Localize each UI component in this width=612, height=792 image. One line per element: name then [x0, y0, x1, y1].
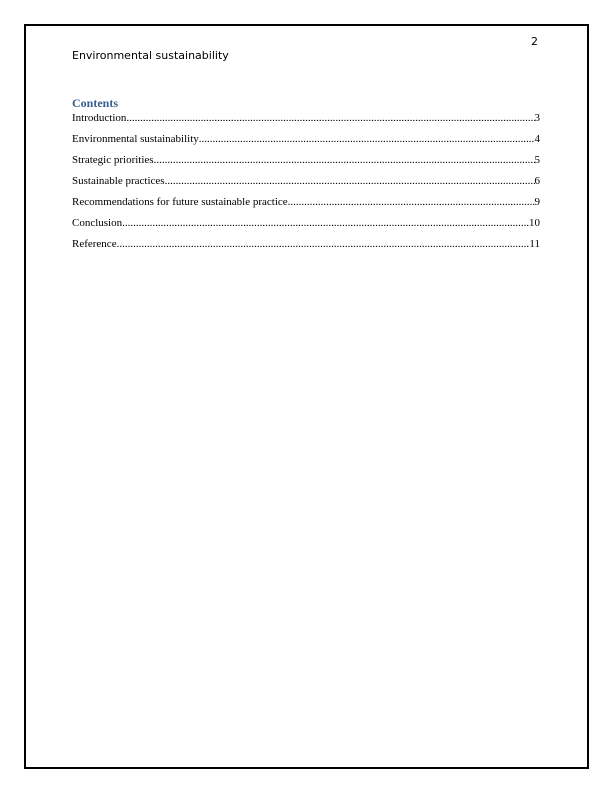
- toc-entry-title: Sustainable practices: [72, 175, 165, 187]
- page-number: 2: [531, 35, 538, 48]
- dot-leader: [126, 112, 534, 124]
- toc-entry-page: 4: [534, 133, 540, 145]
- toc-entry-title: Conclusion: [72, 217, 123, 229]
- toc-entry-title: Reference: [72, 238, 117, 250]
- toc-entry-strategic-priorities[interactable]: [72, 154, 540, 175]
- dot-leader: [154, 154, 535, 166]
- toc-heading: Contents: [72, 96, 119, 110]
- dot-leader: [199, 133, 535, 145]
- dot-leader: [117, 238, 530, 250]
- dot-leader: [165, 175, 535, 187]
- toc-entry-page: 6: [534, 175, 540, 187]
- table-of-contents: [72, 112, 540, 259]
- toc-entry-title: Introduction: [72, 112, 127, 124]
- toc-entry-page: 11: [529, 238, 540, 250]
- dot-leader: [122, 217, 529, 229]
- toc-entry-introduction[interactable]: [72, 112, 540, 133]
- toc-entry-conclusion[interactable]: [72, 217, 540, 238]
- toc-entry-recommendations[interactable]: [72, 196, 540, 217]
- toc-entry-title: Environmental sustainability: [72, 133, 199, 145]
- toc-entry-page: 3: [534, 112, 540, 124]
- toc-entry-title: Recommendations for future sustainable practice: [72, 196, 288, 208]
- toc-entry-page: 5: [534, 154, 540, 166]
- running-header: Environmental sustainability: [72, 49, 229, 62]
- toc-entry-reference[interactable]: [72, 238, 540, 259]
- toc-entry-page: 10: [529, 217, 540, 229]
- toc-entry-title: Strategic priorities: [72, 154, 154, 166]
- dot-leader: [288, 196, 535, 208]
- toc-entry-page: 9: [534, 196, 540, 208]
- toc-entry-sustainable-practices[interactable]: [72, 175, 540, 196]
- toc-entry-environmental-sustainability[interactable]: [72, 133, 540, 154]
